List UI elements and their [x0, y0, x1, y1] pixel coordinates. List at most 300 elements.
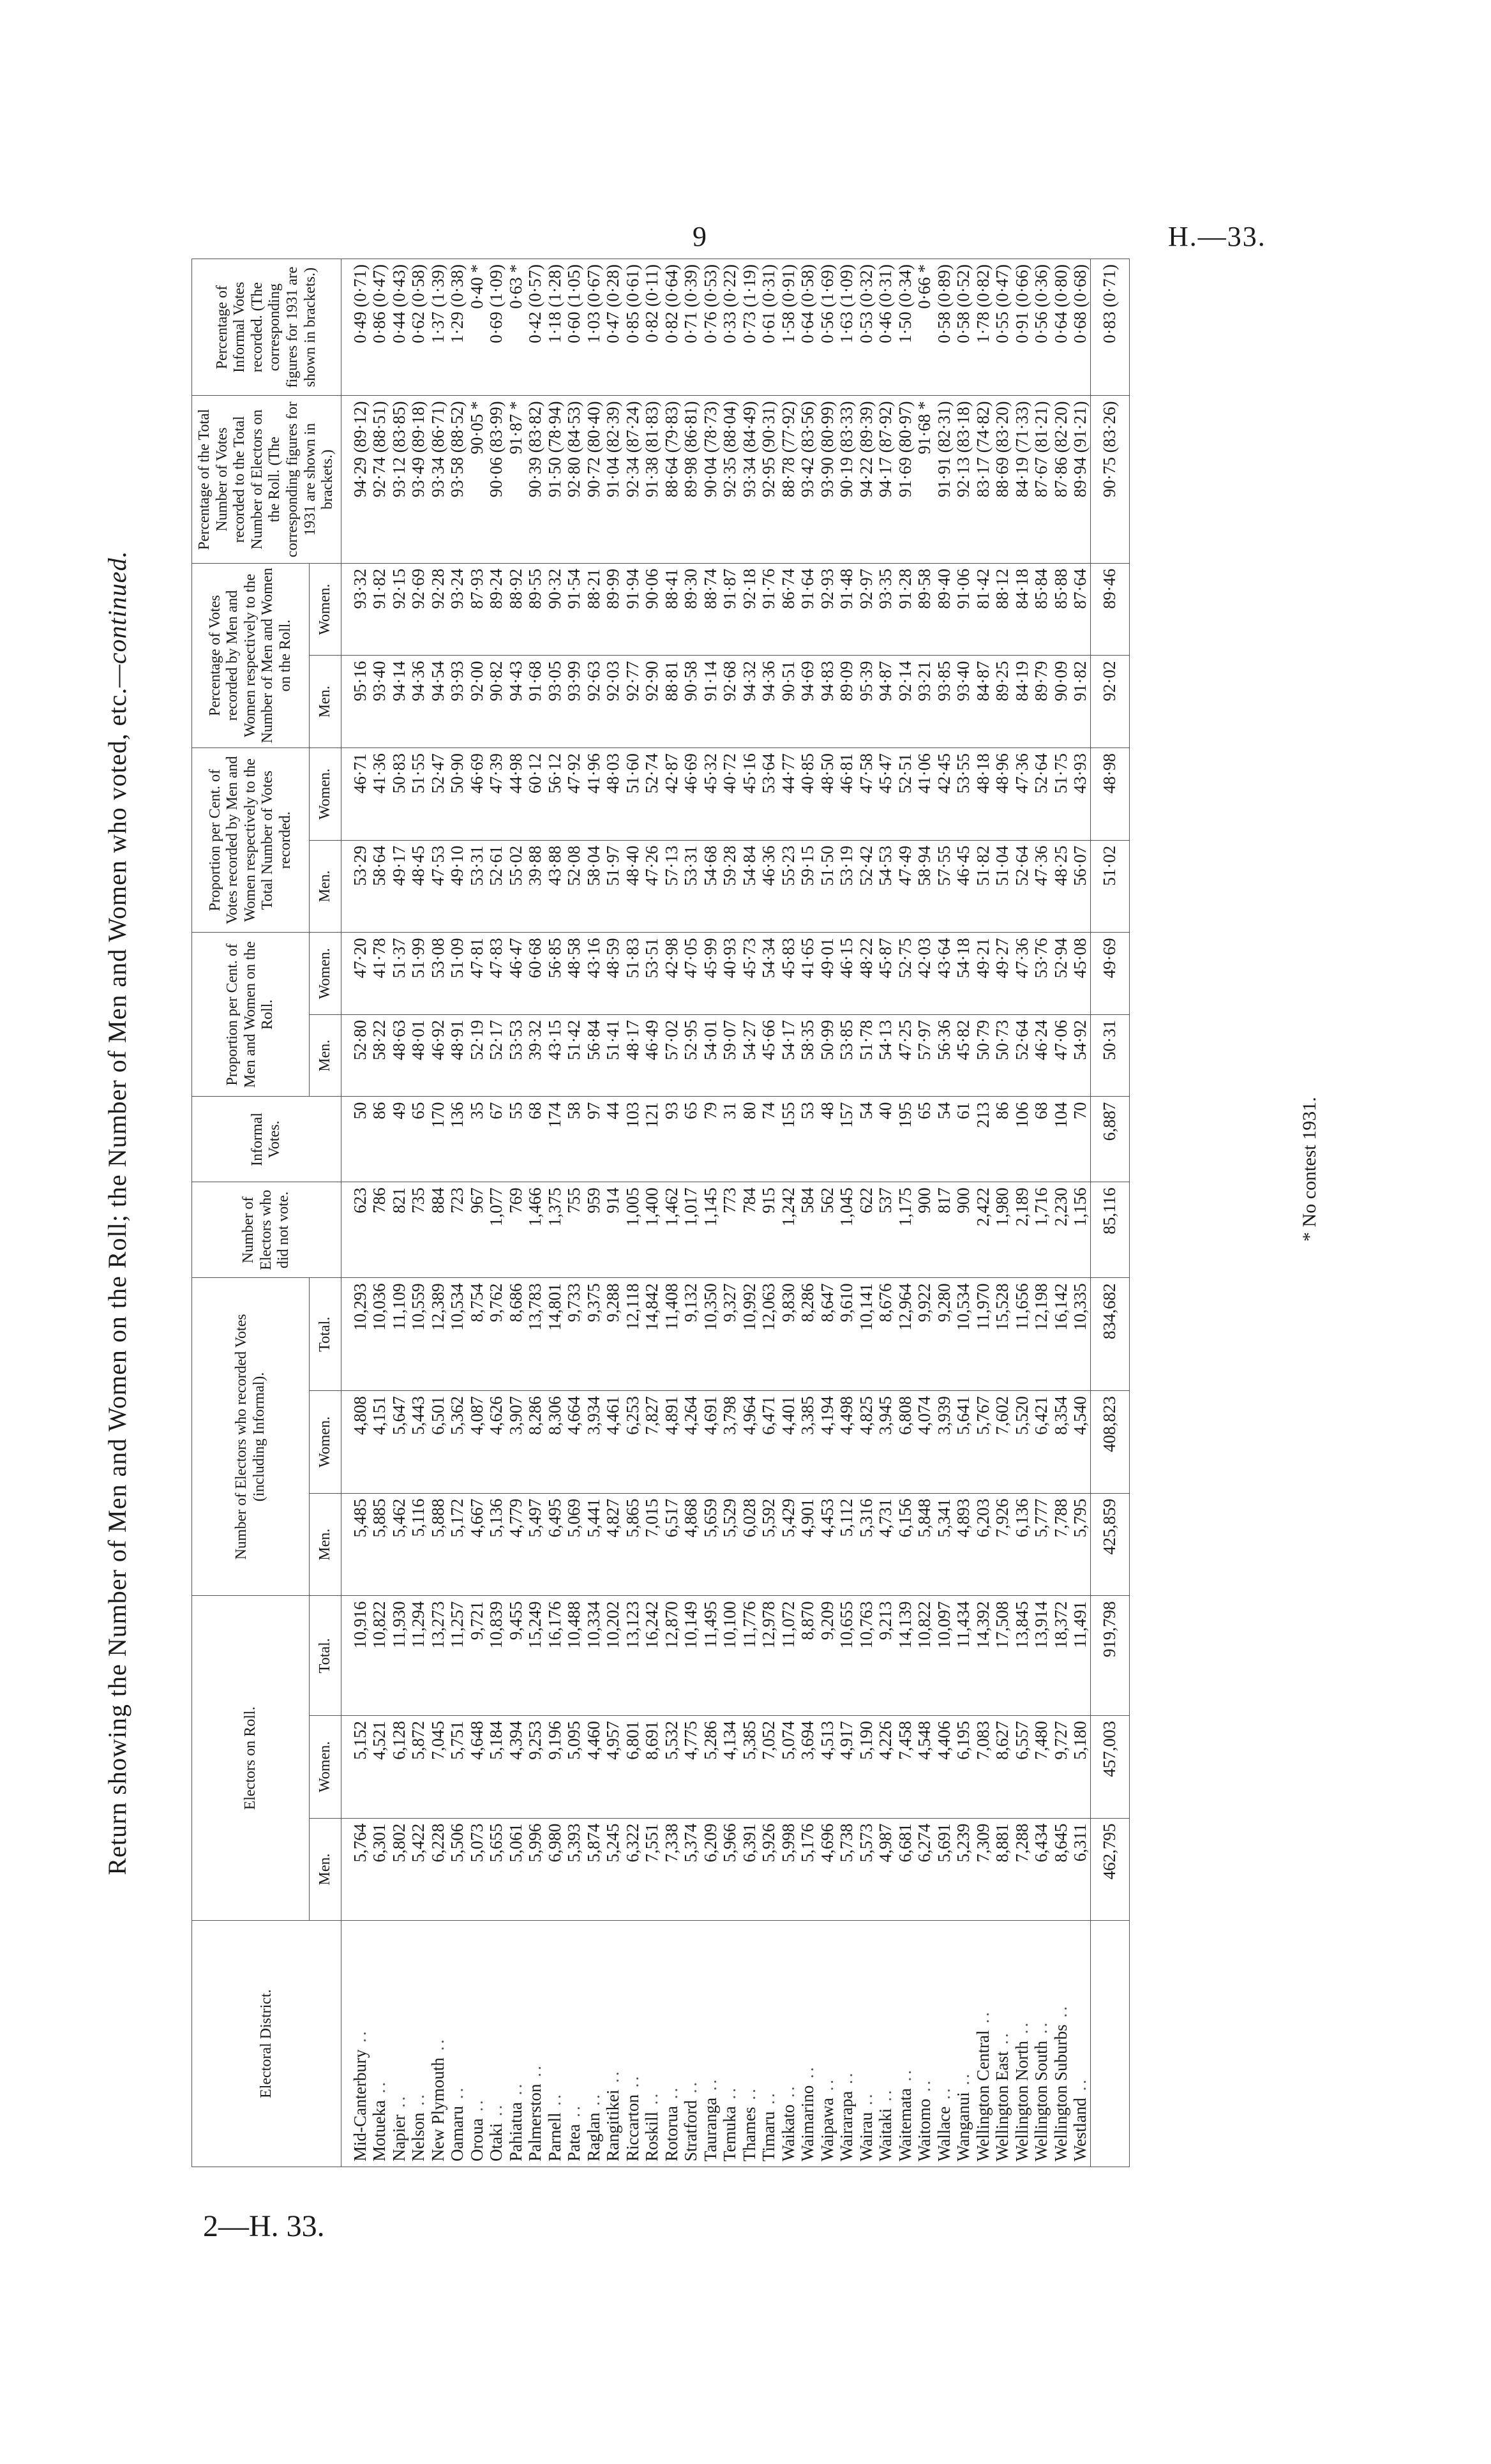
- value-cell: 93·99: [564, 656, 584, 748]
- header-informal: Informal Votes.: [192, 1097, 341, 1182]
- value-cell: 39·88: [525, 840, 545, 933]
- district-name: Napier: [389, 2114, 408, 2161]
- value-cell: 6,195: [954, 1715, 973, 1818]
- value-cell: 9,327: [720, 1278, 740, 1391]
- value-cell: 10,149: [681, 1596, 701, 1715]
- value-cell: 54·84: [740, 840, 760, 933]
- value-cell: 3,694: [798, 1715, 818, 1818]
- value-cell: 1,156: [1070, 1182, 1090, 1278]
- value-cell: 0·58 (0·89): [934, 259, 954, 396]
- district-cell: [584, 1921, 604, 2167]
- value-cell: 53·31: [467, 840, 487, 933]
- value-cell: 89·24: [486, 563, 506, 656]
- value-cell: 92·80 (84·53): [564, 396, 584, 563]
- table-row: [915, 259, 934, 2167]
- value-cell: 10,992: [740, 1278, 760, 1391]
- value-cell: 52·19: [467, 1014, 487, 1097]
- value-cell: 91·14: [701, 656, 721, 748]
- value-cell: 0·82 (0·11): [642, 259, 662, 396]
- value-cell: 0·86 (0·47): [370, 259, 389, 396]
- value-cell: 70: [1070, 1097, 1090, 1182]
- subheader-roll-men: Men.: [310, 1818, 341, 1921]
- value-cell: 93·24: [447, 563, 467, 656]
- value-cell: 8,306: [545, 1391, 565, 1494]
- table-row: [584, 259, 604, 2167]
- value-cell: 10,334: [584, 1596, 604, 1715]
- value-cell: 8,354: [1051, 1391, 1071, 1494]
- value-cell: 11,776: [740, 1596, 760, 1715]
- value-cell: 10,839: [486, 1596, 506, 1715]
- value-cell: 90·09: [1051, 656, 1071, 748]
- value-cell: 45·47: [876, 748, 895, 841]
- value-cell: 5,751: [447, 1715, 467, 1818]
- value-cell: 6,209: [701, 1818, 721, 1921]
- value-cell: 15,249: [525, 1596, 545, 1715]
- value-cell: 174: [545, 1097, 565, 1182]
- value-cell: 12,389: [428, 1278, 448, 1391]
- value-cell: 4,775: [681, 1715, 701, 1818]
- value-cell: 50·73: [993, 1014, 1012, 1097]
- value-cell: 74: [759, 1097, 779, 1182]
- value-cell: 5,245: [603, 1818, 623, 1921]
- value-cell: 5,374: [681, 1818, 701, 1921]
- subheader-roll-total: Total.: [310, 1596, 341, 1715]
- leader-dots: ..: [370, 2079, 389, 2101]
- value-cell: 83·17 (74·82): [973, 396, 993, 563]
- value-cell: 5,073: [467, 1818, 487, 1921]
- table-row: [486, 259, 506, 2167]
- value-cell: 4,401: [779, 1391, 798, 1494]
- table-row: [506, 259, 526, 2167]
- value-cell: 48·91: [447, 1014, 467, 1097]
- value-cell: 52·08: [564, 840, 584, 933]
- table-row: [934, 259, 954, 2167]
- value-cell: 92·68: [720, 656, 740, 748]
- value-cell: 5,655: [486, 1818, 506, 1921]
- value-cell: 50·79: [973, 1014, 993, 1097]
- district-cell: [993, 1921, 1012, 2167]
- value-cell: 44·77: [779, 748, 798, 841]
- value-cell: 93·12 (83·85): [389, 396, 409, 563]
- value-cell: 68: [1031, 1097, 1051, 1182]
- value-cell: 56·07: [1070, 840, 1090, 933]
- value-cell: 6,203: [973, 1493, 993, 1596]
- value-cell: 47·53: [428, 840, 448, 933]
- value-cell: 0·58 (0·52): [954, 259, 973, 396]
- value-cell: 11,072: [779, 1596, 798, 1715]
- value-cell: 89·98 (86·81): [681, 396, 701, 563]
- value-cell: 10,559: [408, 1278, 428, 1391]
- value-cell: 10,335: [1070, 1278, 1090, 1391]
- value-cell: 12,198: [1031, 1278, 1051, 1391]
- value-cell: 7,788: [1051, 1493, 1071, 1596]
- value-cell: 53·19: [837, 840, 857, 933]
- value-cell: 6,128: [389, 1715, 409, 1818]
- district-name: Waitomo: [915, 2098, 934, 2161]
- value-cell: 0·47 (0·28): [603, 259, 623, 396]
- value-cell: 4,648: [467, 1715, 487, 1818]
- district-name: Rangitikei: [603, 2089, 622, 2161]
- value-cell: 90·04 (78·73): [701, 396, 721, 563]
- district-name: Thames: [739, 2107, 759, 2161]
- value-cell: 562: [818, 1182, 837, 1278]
- district-cell: [681, 1921, 701, 2167]
- value-cell: 50·99: [818, 1014, 837, 1097]
- value-cell: 0·61 (0·31): [759, 259, 779, 396]
- leader-dots: ..: [934, 2085, 954, 2107]
- district-cell: [662, 1921, 682, 2167]
- value-cell: 5,286: [701, 1715, 721, 1818]
- value-cell: 52·17: [486, 1014, 506, 1097]
- value-cell: 4,134: [720, 1715, 740, 1818]
- value-cell: 89·25: [993, 656, 1012, 748]
- value-cell: 0·56 (1·69): [818, 259, 837, 396]
- value-cell: 48·45: [408, 840, 428, 933]
- value-cell: 90·05 *: [467, 396, 487, 563]
- table-row: [895, 259, 915, 2167]
- district-name: Timaru: [759, 2111, 778, 2161]
- value-cell: 5,506: [447, 1818, 467, 1921]
- district-name: Nelson: [408, 2112, 428, 2161]
- total-value-cell: 462,795: [1090, 1818, 1129, 1921]
- value-cell: 47·36: [1031, 840, 1051, 933]
- value-cell: 92·28: [428, 563, 448, 656]
- value-cell: 12,118: [623, 1278, 643, 1391]
- value-cell: 51·97: [603, 840, 623, 933]
- value-cell: 88·12: [993, 563, 1012, 656]
- value-cell: 0·82 (0·64): [662, 259, 682, 396]
- value-cell: 46·92: [428, 1014, 448, 1097]
- value-cell: 11,257: [447, 1596, 467, 1715]
- value-cell: 10,100: [720, 1596, 740, 1715]
- value-cell: 10,488: [564, 1596, 584, 1715]
- value-cell: 93: [662, 1097, 682, 1182]
- document-reference: H.—33.: [1168, 221, 1266, 252]
- value-cell: 85·84: [1031, 563, 1051, 656]
- value-cell: 11,109: [389, 1278, 409, 1391]
- header-pct-informal: Percentage of Informal Votes recorded. (The corresponding figures for 1931 are shown in brackets.): [192, 259, 341, 396]
- leader-dots: ..: [525, 2063, 544, 2084]
- value-cell: 5,341: [934, 1493, 954, 1596]
- value-cell: 13,914: [1031, 1596, 1051, 1715]
- value-cell: 94·29 (89·12): [341, 396, 370, 563]
- value-cell: 12,870: [662, 1596, 682, 1715]
- value-cell: 52·51: [895, 748, 915, 841]
- value-cell: 5,738: [837, 1818, 857, 1921]
- value-cell: 11,491: [1070, 1596, 1090, 1715]
- value-cell: 65: [408, 1097, 428, 1182]
- table-row: [564, 259, 584, 2167]
- value-cell: 14,801: [545, 1278, 565, 1391]
- value-cell: 9,727: [1051, 1715, 1071, 1818]
- value-cell: 13,123: [623, 1596, 643, 1715]
- value-cell: 94·87: [876, 656, 895, 748]
- value-cell: 9,922: [915, 1278, 934, 1391]
- value-cell: 821: [389, 1182, 409, 1278]
- value-cell: 89·30: [681, 563, 701, 656]
- value-cell: 87·86 (82·20): [1051, 396, 1071, 563]
- value-cell: 45·73: [740, 933, 760, 1015]
- value-cell: 7,045: [428, 1715, 448, 1818]
- value-cell: 53·08: [428, 933, 448, 1015]
- leader-dots: ..: [564, 2103, 583, 2124]
- district-name: Roskill: [642, 2111, 661, 2161]
- value-cell: 57·02: [662, 1014, 682, 1097]
- value-cell: 52·94: [1051, 933, 1071, 1015]
- district-name: Tauranga: [700, 2097, 720, 2161]
- value-cell: 4,074: [915, 1391, 934, 1494]
- value-cell: 5,180: [1070, 1715, 1090, 1818]
- value-cell: 65: [681, 1097, 701, 1182]
- value-cell: 7,338: [662, 1818, 682, 1921]
- total-value-cell: 90·75 (83·26): [1090, 396, 1129, 563]
- value-cell: 1,466: [525, 1182, 545, 1278]
- leader-dots: ..: [798, 2064, 817, 2085]
- value-cell: 47·49: [895, 840, 915, 933]
- district-cell: [915, 1921, 934, 2167]
- value-cell: 92·97: [857, 563, 876, 656]
- value-cell: 12,978: [759, 1596, 779, 1715]
- value-cell: 5,966: [720, 1818, 740, 1921]
- value-cell: 5,462: [389, 1493, 409, 1596]
- value-cell: 4,667: [467, 1493, 487, 1596]
- value-cell: 5,485: [341, 1493, 370, 1596]
- subheader-voted-women: Women.: [310, 1391, 341, 1494]
- value-cell: 0·73 (1·19): [740, 259, 760, 396]
- value-cell: 11,294: [408, 1596, 428, 1715]
- value-cell: 5,764: [341, 1818, 370, 1921]
- district-name: Mid-Canterbury: [350, 2049, 370, 2161]
- total-value-cell: 0·83 (0·71): [1090, 259, 1129, 396]
- value-cell: 91·94: [623, 563, 643, 656]
- value-cell: 9,213: [876, 1596, 895, 1715]
- value-cell: 86·74: [779, 563, 798, 656]
- value-cell: 6,517: [662, 1493, 682, 1596]
- value-cell: 92·03: [603, 656, 623, 748]
- district-name: Stratford: [681, 2100, 700, 2161]
- value-cell: 48·17: [623, 1014, 643, 1097]
- value-cell: 1,077: [486, 1182, 506, 1278]
- table-row: [837, 259, 857, 2167]
- value-cell: 84·87: [973, 656, 993, 748]
- district-cell: [486, 1921, 506, 2167]
- value-cell: 85·88: [1051, 563, 1071, 656]
- value-cell: 92·77: [623, 656, 643, 748]
- value-cell: 8,286: [798, 1278, 818, 1391]
- value-cell: 1,045: [837, 1182, 857, 1278]
- leader-dots: ..: [428, 2036, 447, 2058]
- value-cell: 47·20: [341, 933, 370, 1015]
- value-cell: 6,495: [545, 1493, 565, 1596]
- value-cell: 784: [740, 1182, 760, 1278]
- value-cell: 10,822: [915, 1596, 934, 1715]
- value-cell: 5,184: [486, 1715, 506, 1818]
- value-cell: 4,957: [603, 1715, 623, 1818]
- value-cell: 51·37: [389, 933, 409, 1015]
- value-cell: 10,655: [837, 1596, 857, 1715]
- value-cell: 89·09: [837, 656, 857, 748]
- value-cell: 1,005: [623, 1182, 643, 1278]
- value-cell: 93·85: [934, 656, 954, 748]
- value-cell: 50·90: [447, 748, 467, 841]
- value-cell: 52·74: [642, 748, 662, 841]
- value-cell: 4,664: [564, 1391, 584, 1494]
- table-row: [681, 259, 701, 2167]
- table-row: [545, 259, 565, 2167]
- table-row: [973, 259, 993, 2167]
- value-cell: 93·32: [341, 563, 370, 656]
- value-cell: 90·82: [486, 656, 506, 748]
- value-cell: 48·22: [857, 933, 876, 1015]
- value-cell: 5,865: [623, 1493, 643, 1596]
- value-cell: 7,480: [1031, 1715, 1051, 1818]
- table-row: [603, 259, 623, 2167]
- value-cell: 84·19 (71·33): [1012, 396, 1032, 563]
- value-cell: 48·50: [818, 748, 837, 841]
- district-cell: [759, 1921, 779, 2167]
- value-cell: 93·49 (89·18): [408, 396, 428, 563]
- district-name: Raglan: [583, 2112, 603, 2161]
- value-cell: 1·37 (1·39): [428, 259, 448, 396]
- value-cell: 54·68: [701, 840, 721, 933]
- table-row: [389, 259, 409, 2167]
- value-cell: 50·83: [389, 748, 409, 841]
- value-cell: 52·64: [1031, 748, 1051, 841]
- value-cell: 5,074: [779, 1715, 798, 1818]
- district-name: Wellington North: [1012, 2040, 1031, 2161]
- leader-dots: ..: [1070, 2077, 1090, 2098]
- value-cell: 91·76: [759, 563, 779, 656]
- value-cell: 5,422: [408, 1818, 428, 1921]
- value-cell: 1·50 (0·34): [895, 259, 915, 396]
- value-cell: 0·33 (0·22): [720, 259, 740, 396]
- value-cell: 47·81: [467, 933, 487, 1015]
- value-cell: 88·78 (77·92): [779, 396, 798, 563]
- leader-dots: ..: [739, 2086, 759, 2107]
- district-name: Parnell: [544, 2112, 564, 2161]
- value-cell: 43·16: [584, 933, 604, 1015]
- value-cell: 88·81: [662, 656, 682, 748]
- district-cell: [818, 1921, 837, 2167]
- value-cell: 47·06: [1051, 1014, 1071, 1097]
- footer-reference: 2—H. 33.: [203, 2209, 325, 2243]
- value-cell: 0·71 (0·39): [681, 259, 701, 396]
- value-cell: 9,455: [506, 1596, 526, 1715]
- value-cell: 3,945: [876, 1391, 895, 1494]
- value-cell: 915: [759, 1182, 779, 1278]
- leader-dots: ..: [1051, 2004, 1070, 2025]
- value-cell: 92·93: [818, 563, 837, 656]
- value-cell: 52·80: [341, 1014, 370, 1097]
- value-cell: 106: [1012, 1097, 1032, 1182]
- leader-dots: ..: [408, 2092, 428, 2113]
- total-value-cell: 48·98: [1090, 748, 1129, 841]
- table-row: [876, 259, 895, 2167]
- value-cell: 93·90 (80·99): [818, 396, 837, 563]
- value-cell: 91·82: [370, 563, 389, 656]
- district-cell: [642, 1921, 662, 2167]
- district-name: Pahiatua: [506, 2102, 525, 2161]
- value-cell: 5,874: [584, 1818, 604, 1921]
- value-cell: 6,501: [428, 1391, 448, 1494]
- value-cell: 56·84: [584, 1014, 604, 1097]
- value-cell: 97: [584, 1097, 604, 1182]
- value-cell: 91·38 (81·83): [642, 396, 662, 563]
- value-cell: 51·60: [623, 748, 643, 841]
- value-cell: 40·72: [720, 748, 740, 841]
- value-cell: 4,868: [681, 1493, 701, 1596]
- table-row: [818, 259, 837, 2167]
- subheader-propv-women: Women.: [310, 748, 341, 841]
- value-cell: 58·94: [915, 840, 934, 933]
- value-cell: 92·34 (87·24): [623, 396, 643, 563]
- value-cell: 5,136: [486, 1493, 506, 1596]
- leader-dots: ..: [583, 2092, 603, 2113]
- value-cell: 10,534: [447, 1278, 467, 1391]
- value-cell: 5,239: [954, 1818, 973, 1921]
- value-cell: 90·32: [545, 563, 565, 656]
- value-cell: 40·93: [720, 933, 740, 1015]
- value-cell: 1·78 (0·82): [973, 259, 993, 396]
- value-cell: 47·36: [1012, 933, 1032, 1015]
- leader-dots: ..: [467, 2098, 486, 2119]
- value-cell: 91·82: [1070, 656, 1090, 748]
- value-cell: 1·03 (0·67): [584, 259, 604, 396]
- value-cell: 0·63 *: [506, 259, 526, 396]
- value-cell: 1,175: [895, 1182, 915, 1278]
- district-cell: [603, 1921, 623, 2167]
- value-cell: 723: [447, 1182, 467, 1278]
- value-cell: 47·26: [642, 840, 662, 933]
- value-cell: 5,888: [428, 1493, 448, 1596]
- value-cell: 87·67 (81·21): [1031, 396, 1051, 563]
- value-cell: 10,916: [341, 1596, 370, 1715]
- value-cell: 56·36: [934, 1014, 954, 1097]
- value-cell: 93·58 (88·52): [447, 396, 467, 563]
- value-cell: 11,656: [1012, 1278, 1032, 1391]
- value-cell: 3,385: [798, 1391, 818, 1494]
- value-cell: 44·98: [506, 748, 526, 841]
- value-cell: 9,733: [564, 1278, 584, 1391]
- value-cell: 0·76 (0·53): [701, 259, 721, 396]
- value-cell: 735: [408, 1182, 428, 1278]
- value-cell: 9,762: [486, 1278, 506, 1391]
- value-cell: 155: [779, 1097, 798, 1182]
- value-cell: 54: [934, 1097, 954, 1182]
- table-row: [623, 259, 643, 2167]
- value-cell: 5,112: [837, 1493, 857, 1596]
- value-cell: 1·63 (1·09): [837, 259, 857, 396]
- value-cell: 3,939: [934, 1391, 954, 1494]
- value-cell: 65: [915, 1097, 934, 1182]
- total-value-cell: 89·46: [1090, 563, 1129, 656]
- value-cell: 93·34 (86·71): [428, 396, 448, 563]
- value-cell: 136: [447, 1097, 467, 1182]
- value-cell: 43·93: [1070, 748, 1090, 841]
- value-cell: 6,808: [895, 1391, 915, 1494]
- value-cell: 89·55: [525, 563, 545, 656]
- value-cell: 12,964: [895, 1278, 915, 1391]
- value-cell: 5,641: [954, 1391, 973, 1494]
- value-cell: 90·06 (83·99): [486, 396, 506, 563]
- value-cell: 89·58: [915, 563, 934, 656]
- value-cell: 46·24: [1031, 1014, 1051, 1097]
- value-cell: 5,190: [857, 1715, 876, 1818]
- table-row: [701, 259, 721, 2167]
- value-cell: 48·18: [973, 748, 993, 841]
- value-cell: 48·25: [1051, 840, 1071, 933]
- value-cell: 51·50: [818, 840, 837, 933]
